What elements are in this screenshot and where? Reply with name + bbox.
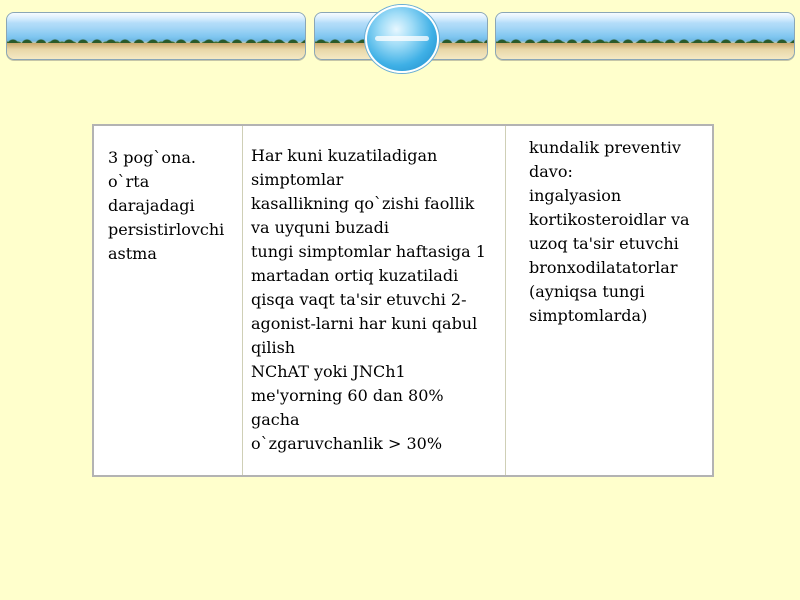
symptom-line: o`zgaruvchanlik > 30% — [251, 434, 443, 453]
treatment-line: uzoq ta'sir etuvchi — [529, 234, 679, 253]
symptom-line: Har kuni kuzatiladigan — [251, 146, 438, 165]
treatment-cell — [506, 125, 714, 476]
table-row — [93, 125, 713, 476]
treatment-line: simptomlarda) — [529, 306, 648, 325]
symptom-line: agonist-larni har kuni qabul — [251, 314, 478, 333]
globe-logo-icon — [365, 5, 439, 73]
treatment-line: ingalyasion — [529, 186, 622, 205]
symptom-line: simptomlar — [251, 170, 344, 189]
stage-line: o`rta darajadagi — [108, 172, 195, 215]
symptom-line: kasallikning qo`zishi faollik — [251, 194, 475, 213]
symptoms-cell — [243, 125, 506, 476]
stage-line: astma — [108, 244, 157, 263]
symptom-line: tungi simptomlar haftasiga 1 — [251, 242, 486, 261]
treatment-line: kundalik preventiv — [529, 138, 681, 157]
treatment-line: kortikosteroidlar va — [529, 210, 690, 229]
symptom-line: qisqa vaqt ta'sir etuvchi 2- — [251, 290, 467, 309]
symptom-line: martadan ortiq kuzatiladi — [251, 266, 459, 285]
treatment-line: (ayniqsa tungi — [529, 282, 645, 301]
stage-line: persistirlovchi — [108, 220, 225, 239]
symptom-line: qilish — [251, 338, 296, 357]
stage-cell — [93, 125, 243, 476]
asthma-stage-table — [92, 124, 714, 477]
stage-line: 3 pog`ona. — [108, 148, 196, 167]
symptom-line: gacha — [251, 410, 300, 429]
symptom-line: va uyquni buzadi — [251, 218, 389, 237]
treatment-line: bronxodilatatorlar — [529, 258, 678, 277]
symptom-line: NChAT yoki JNCh1 — [251, 362, 406, 381]
header-banner-left — [6, 12, 306, 60]
symptom-line: me'yorning 60 dan 80% — [251, 386, 444, 405]
header-banner-right — [495, 12, 795, 60]
treatment-line: davo: — [529, 162, 573, 181]
